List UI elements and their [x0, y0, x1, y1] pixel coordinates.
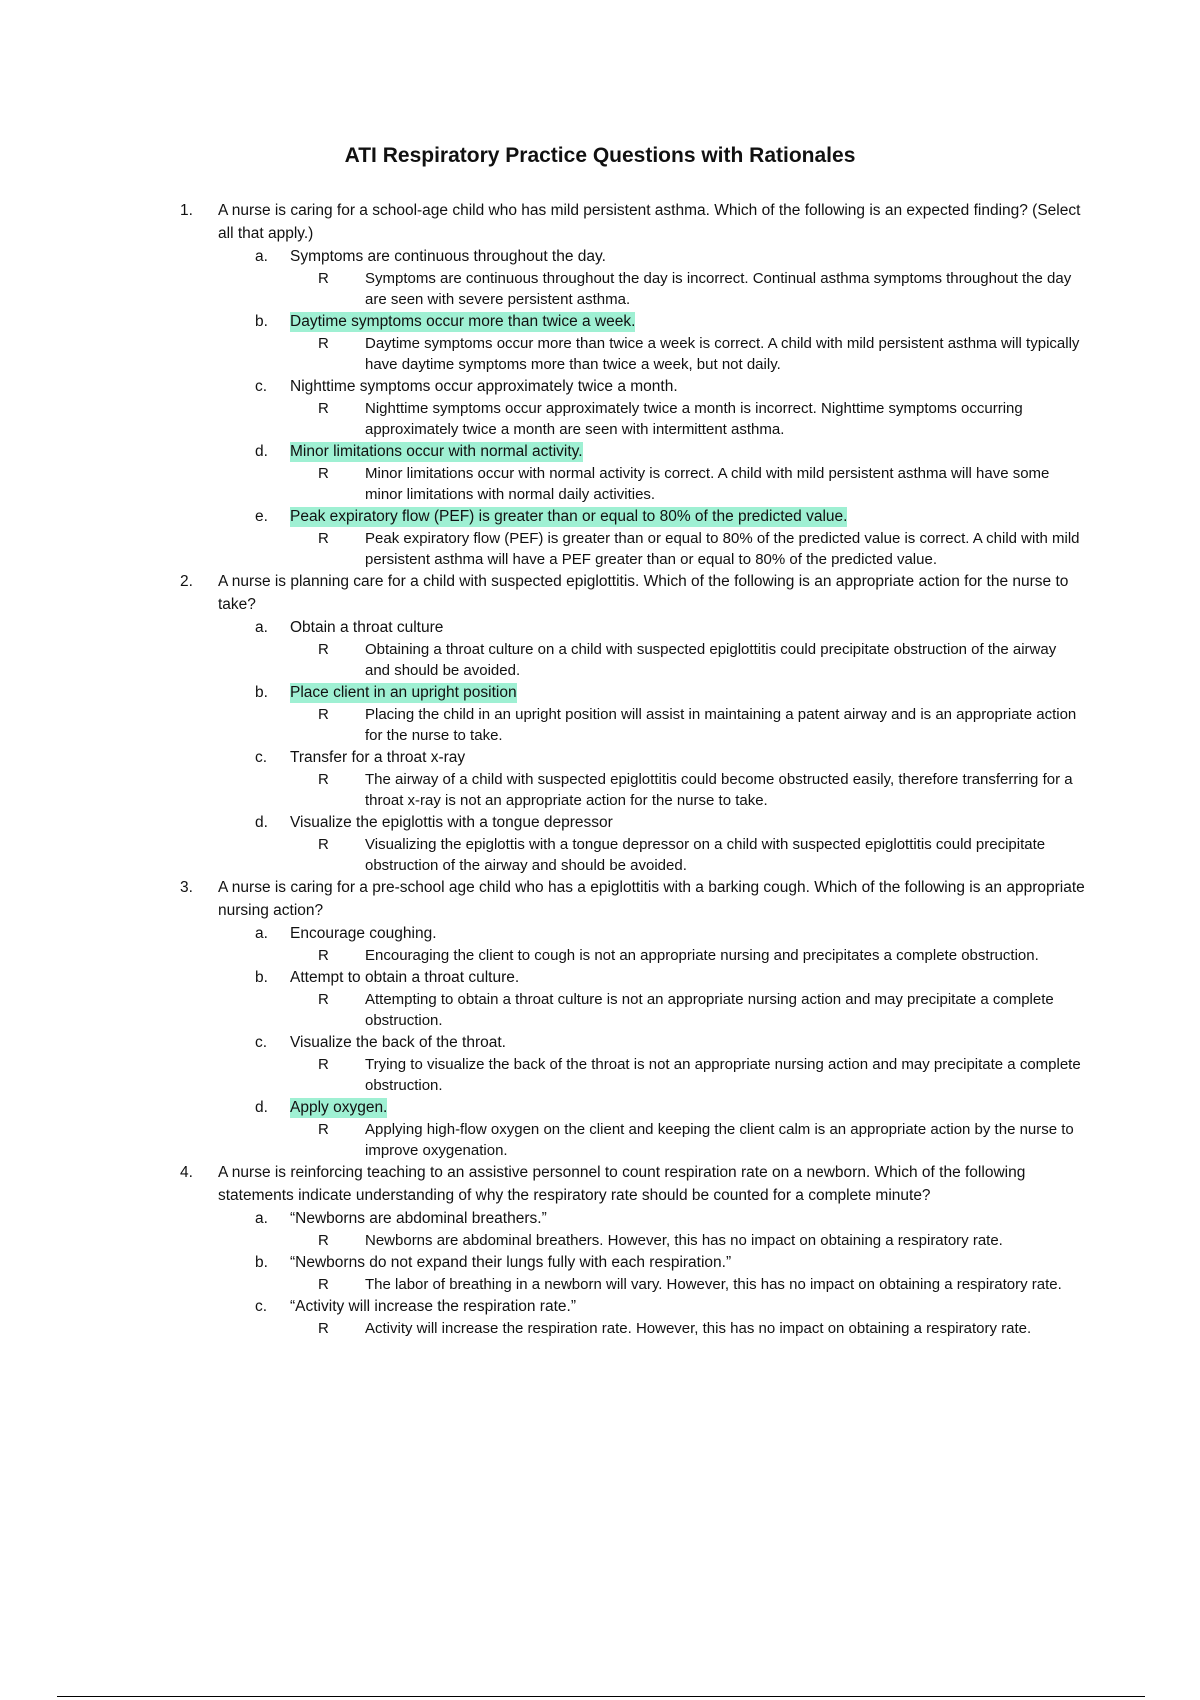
answer-option — [0, 1096, 1200, 1119]
rationale-marker: R — [318, 1320, 329, 1337]
rationale — [0, 463, 1200, 505]
answer-option — [0, 505, 1200, 528]
question-text: A nurse is caring for a school-age child who has mild persistent asthma. Which of the following is an expected finding? (Select all that apply.) — [218, 202, 1081, 242]
rationale-marker: R — [318, 836, 329, 853]
option-text-highlighted: Apply oxygen. — [290, 1099, 388, 1116]
rationale — [0, 834, 1200, 876]
rationale — [0, 945, 1200, 966]
rationale-text: Minor limitations occur with normal activity is correct. A child with mild persistent asthma will have some minor limitations with normal daily activities. — [365, 465, 1050, 503]
question-number: 1. — [180, 202, 193, 219]
rationale-marker: R — [318, 991, 329, 1008]
rationale — [0, 528, 1200, 570]
option-text: Obtain a throat culture — [290, 619, 444, 636]
answer-option — [0, 616, 1200, 639]
rationale-text: The airway of a child with suspected epiglottitis could become obstructed easily, therefore transferring for a throat x-ray is not an appropriate action for the nurse to take. — [365, 771, 1073, 809]
answer-option — [0, 681, 1200, 704]
rationale-text: Nighttime symptoms occur approximately twice a month is incorrect. Nighttime symptoms occurring approximately twice a month are seen with intermittent asthma. — [365, 400, 1023, 438]
rationale — [0, 1230, 1200, 1251]
rationale — [0, 398, 1200, 440]
option-text: “Newborns are abdominal breathers.” — [290, 1210, 547, 1227]
option-text: “Newborns do not expand their lungs fully with each respiration.” — [290, 1254, 732, 1271]
option-text-highlighted: Place client in an upright position — [290, 684, 517, 701]
answer-option — [0, 1207, 1200, 1230]
rationale-text: Obtaining a throat culture on a child with suspected epiglottitis could precipitate obstruction of the airway and should be avoided. — [365, 641, 1057, 679]
question-1 — [0, 199, 1200, 570]
answer-option — [0, 375, 1200, 398]
option-text-highlighted: Daytime symptoms occur more than twice a week. — [290, 313, 636, 330]
rationale — [0, 1274, 1200, 1295]
option-letter: c. — [255, 378, 268, 395]
option-letter: a. — [255, 248, 268, 265]
rationale — [0, 1318, 1200, 1339]
question-text: A nurse is reinforcing teaching to an assistive personnel to count respiration rate on a newborn. Which of the following statements indicate understanding of why the respiratory rate should be counted for a complete minute? — [218, 1164, 1026, 1204]
option-letter: c. — [255, 749, 268, 766]
option-letter: d. — [255, 1099, 268, 1116]
question-4 — [0, 1161, 1200, 1339]
question-number: 2. — [180, 573, 193, 590]
option-letter: a. — [255, 619, 268, 636]
rationale — [0, 333, 1200, 375]
answer-option — [0, 1251, 1200, 1274]
option-letter: c. — [255, 1298, 268, 1315]
rationale — [0, 769, 1200, 811]
rationale-marker: R — [318, 1121, 329, 1138]
question-list — [0, 199, 1200, 1339]
rationale — [0, 1119, 1200, 1161]
rationale-text: Attempting to obtain a throat culture is not an appropriate nursing action and may precipitate a complete obstruction. — [365, 991, 1054, 1029]
answer-option — [0, 245, 1200, 268]
answer-option — [0, 811, 1200, 834]
answer-option — [0, 922, 1200, 945]
rationale — [0, 704, 1200, 746]
rationale-text: Peak expiratory flow (PEF) is greater than or equal to 80% of the predicted value is correct. A child with mild persistent asthma will have a PEF greater than or equal to 80% of the predicted value. — [365, 530, 1080, 568]
rationale-text: Placing the child in an upright position will assist in maintaining a patent airway and is an appropriate action for the nurse to take. — [365, 706, 1077, 744]
option-text: “Activity will increase the respiration rate.” — [290, 1298, 576, 1315]
answer-option — [0, 1031, 1200, 1054]
rationale — [0, 639, 1200, 681]
option-letter: a. — [255, 925, 268, 942]
option-letter: d. — [255, 443, 268, 460]
rationale-marker: R — [318, 1276, 329, 1293]
question-number: 3. — [180, 879, 193, 896]
option-text: Visualize the back of the throat. — [290, 1034, 506, 1051]
question-3 — [0, 876, 1200, 1161]
answer-option — [0, 310, 1200, 333]
rationale-text: Trying to visualize the back of the throat is not an appropriate nursing action and may precipitate a complete obstruction. — [365, 1056, 1081, 1094]
rationale-text: Symptoms are continuous throughout the day is incorrect. Continual asthma symptoms throughout the day are seen with severe persistent asthma. — [365, 270, 1072, 308]
option-text: Transfer for a throat x-ray — [290, 749, 466, 766]
question-number: 4. — [180, 1164, 193, 1181]
rationale-text: Applying high-flow oxygen on the client and keeping the client calm is an appropriate action by the nurse to improve oxygenation. — [365, 1121, 1074, 1159]
option-letter: b. — [255, 969, 268, 986]
footer-divider — [57, 1696, 1145, 1697]
option-text: Encourage coughing. — [290, 925, 437, 942]
option-text: Visualize the epiglottis with a tongue depressor — [290, 814, 613, 831]
option-text: Symptoms are continuous throughout the day. — [290, 248, 606, 265]
answer-option — [0, 440, 1200, 463]
option-letter: b. — [255, 1254, 268, 1271]
rationale-marker: R — [318, 641, 329, 658]
option-letter: d. — [255, 814, 268, 831]
option-letter: e. — [255, 508, 268, 525]
rationale-marker: R — [318, 947, 329, 964]
question-text: A nurse is planning care for a child with suspected epiglottitis. Which of the following is an appropriate action for the nurse to take? — [218, 573, 1069, 613]
document-title: ATI Respiratory Practice Questions with Rationales — [344, 144, 856, 167]
rationale-marker: R — [318, 465, 329, 482]
rationale-marker: R — [318, 530, 329, 547]
rationale-marker: R — [318, 335, 329, 352]
rationale — [0, 268, 1200, 310]
rationale-marker: R — [318, 400, 329, 417]
rationale — [0, 1054, 1200, 1096]
answer-option — [0, 1295, 1200, 1318]
rationale-marker: R — [318, 1056, 329, 1073]
answer-option — [0, 966, 1200, 989]
option-text: Attempt to obtain a throat culture. — [290, 969, 520, 986]
rationale-text: Encouraging the client to cough is not an appropriate nursing and precipitates a complete obstruction. — [365, 947, 1039, 964]
question-text: A nurse is caring for a pre-school age child who has a epiglottitis with a barking cough. Which of the following is an appropriate nursing action? — [218, 879, 1085, 919]
rationale-text: Activity will increase the respiration rate. However, this has no impact on obtaining a respiratory rate. — [365, 1320, 1032, 1337]
rationale-marker: R — [318, 1232, 329, 1249]
option-letter: c. — [255, 1034, 268, 1051]
rationale-marker: R — [318, 270, 329, 287]
rationale-marker: R — [318, 706, 329, 723]
question-2 — [0, 570, 1200, 876]
option-letter: a. — [255, 1210, 268, 1227]
rationale-text: Daytime symptoms occur more than twice a week is correct. A child with mild persistent asthma will typically have daytime symptoms more than twice a week, but not daily. — [365, 335, 1080, 373]
option-text-highlighted: Peak expiratory flow (PEF) is greater than or equal to 80% of the predicted value. — [290, 508, 848, 525]
option-letter: b. — [255, 313, 268, 330]
answer-option — [0, 746, 1200, 769]
rationale-text: Newborns are abdominal breathers. However, this has no impact on obtaining a respiratory rate. — [365, 1232, 1003, 1249]
option-text-highlighted: Minor limitations occur with normal activity. — [290, 443, 583, 460]
rationale-marker: R — [318, 771, 329, 788]
option-letter: b. — [255, 684, 268, 701]
rationale-text: Visualizing the epiglottis with a tongue depressor on a child with suspected epiglottitis could precipitate obstruction of the airway and should be avoided. — [365, 836, 1046, 874]
option-text: Nighttime symptoms occur approximately twice a month. — [290, 378, 678, 395]
rationale-text: The labor of breathing in a newborn will vary. However, this has no impact on obtaining a respiratory rate. — [365, 1276, 1062, 1293]
rationale — [0, 989, 1200, 1031]
